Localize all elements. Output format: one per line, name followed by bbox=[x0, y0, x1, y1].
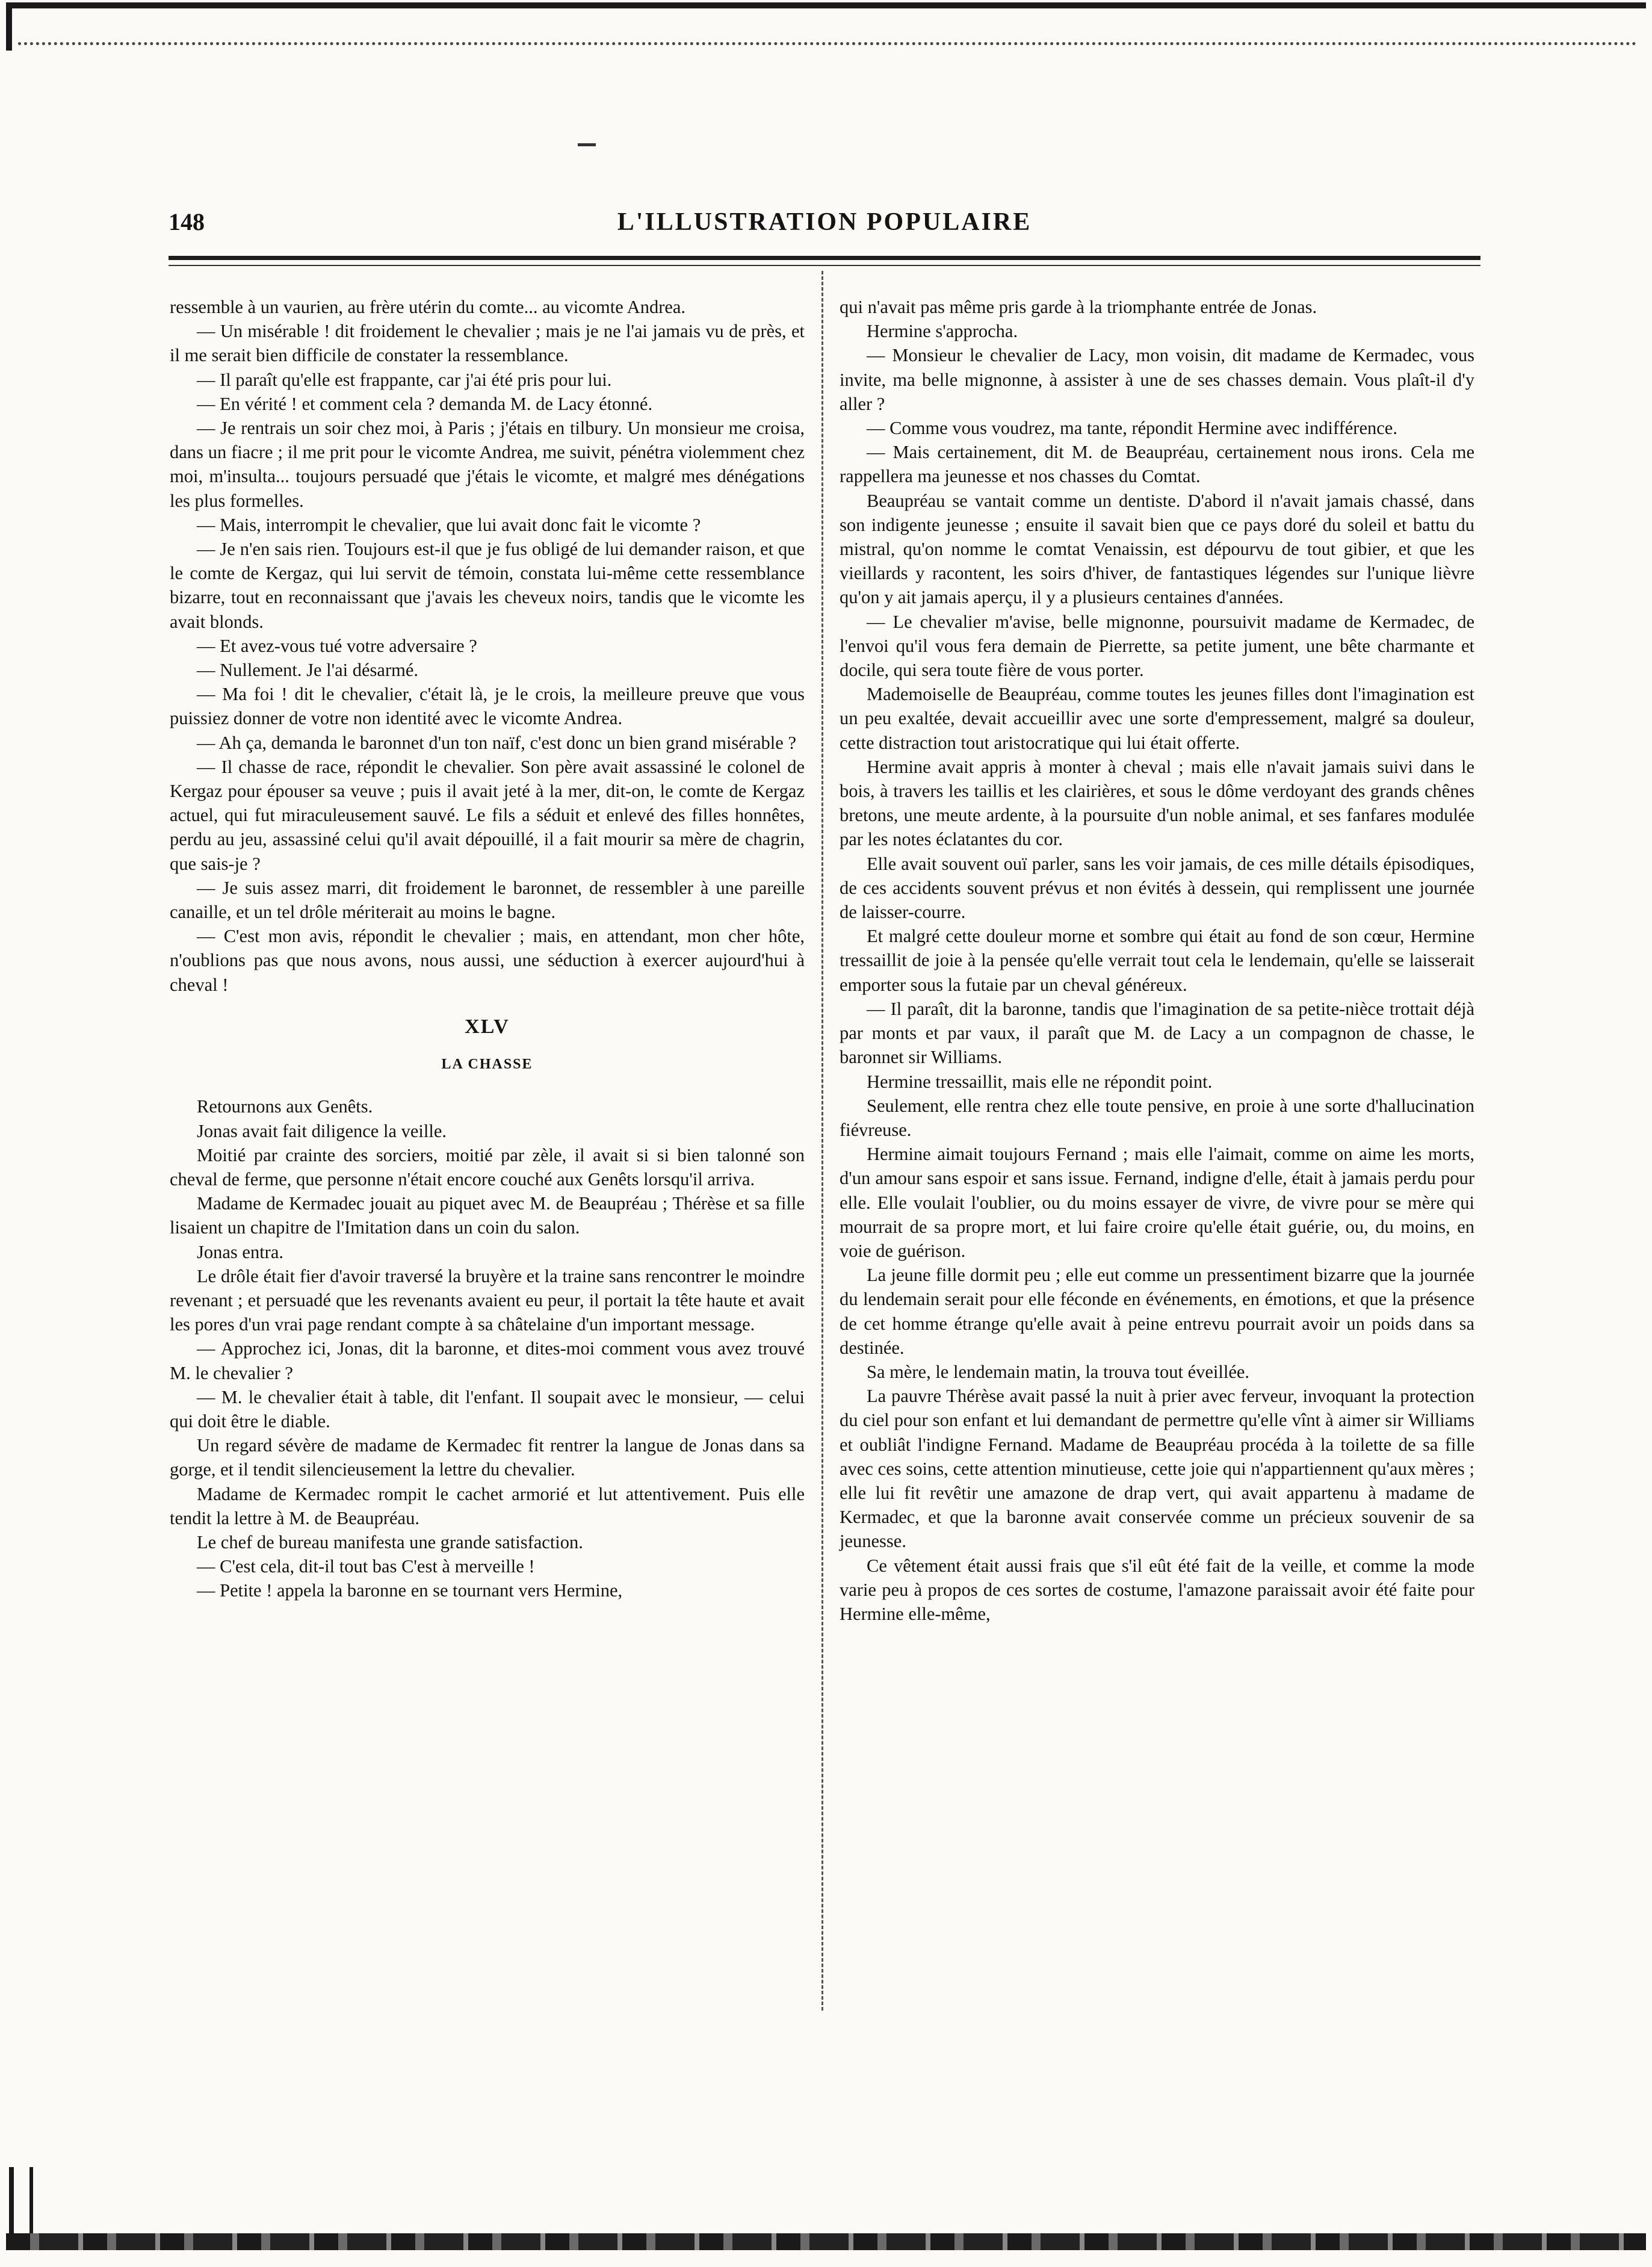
left-column bbox=[170, 295, 805, 1603]
header-rule-thin bbox=[169, 265, 1480, 266]
paragraph: — Il paraît, dit la baronne, tandis que l'imagination de sa petite-nièce trottait déjà par monts et par vaux, il paraît que M. de Lacy a un compagnon de chasse, le baronnet sir Williams. bbox=[840, 998, 1474, 1068]
column-divider bbox=[821, 271, 823, 2011]
paragraph: Madame de Kermadec jouait au piquet avec M. de Beaupréau ; Thérèse et sa fille lisaient un chapitre de l'Imitation dans un coin du salon. bbox=[170, 1193, 805, 1238]
paragraph: Ce vêtement était aussi frais que s'il eût été fait de la veille, et comme la mode varie peu à propos de ces sortes de costume, l'amazone paraissait avoir été faite pour Hermine elle-même, bbox=[840, 1555, 1474, 1624]
paragraph: — Petite ! appela la baronne en se tournant vers Hermine, bbox=[197, 1580, 623, 1601]
paragraph: — Je n'en sais rien. Toujours est-il que je fus obligé de lui demander raison, et que le comte de Kergaz, qui lui servit de témoin, constata lui-même cette ressemblance bizarre, tout en reconnaissant que j'avais les cheveux noirs, tandis que le vicomte les avait blonds. bbox=[170, 539, 805, 632]
paragraph: Moitié par crainte des sorciers, moitié par zèle, il avait si si bien talonné son cheval de ferme, que personne n'était encore couché aux Genêts lorsqu'il arriva. bbox=[170, 1144, 805, 1189]
paragraph: Le chef de bureau manifesta une grande satisfaction. bbox=[197, 1531, 583, 1552]
paragraph: — Monsieur le chevalier de Lacy, mon voisin, dit madame de Kermadec, vous invite, ma belle mignonne, à assister à une de ses chasses demain. Vous plaît-il d'y aller ? bbox=[840, 345, 1474, 414]
chapter-title: LA CHASSE bbox=[441, 1056, 533, 1073]
paragraph: Et malgré cette douleur morne et sombre qui était au fond de son cœur, Hermine tressaillit de joie à la pensée qu'elle verrait tout cela le lendemain, qu'elle se laisserait emporter sous la futaie par un cheval généreux. bbox=[840, 926, 1474, 995]
paragraph: Madame de Kermadec rompit le cachet armorié et lut attentivement. Puis elle tendit la lettre à M. de Beaupréau. bbox=[170, 1483, 805, 1528]
paragraph: — Mais certainement, dit M. de Beaupréau, certainement nous irons. Cela me rappellera ma jeunesse et nos chasses du Comtat. bbox=[840, 442, 1474, 487]
paragraph: Beaupréau se vantait comme un dentiste. D'abord il n'avait jamais chassé, dans son indigente jeunesse ; ensuite il savait bien que ce pays doré du soleil et battu du mistral, qu'on nomme le comtat Venaissin, est dépourvu de tout gibier, et que les vieillards y racontent, les soirs d'hiver, de fantastiques légendes sur l'unique lièvre qu'on y ait jamais aperçu, il y a plusieurs centaines d'années. bbox=[840, 490, 1474, 608]
paragraph: Sa mère, le lendemain matin, la trouva tout éveillée. bbox=[867, 1361, 1250, 1382]
paragraph: Hermine aimait toujours Fernand ; mais elle l'aimait, comme on aime les morts, d'un amour sans espoir et sans issue. Fernand, indigne d'elle, était à jamais perdu pour elle. Elle voulait l'oublier, ou du moins essayer de vivre, de vivre pour se mère qui mourrait de sa propre mort, et lui faire croire qu'elle était guérie, ou, du moins, en voie de guérison. bbox=[840, 1144, 1474, 1261]
paragraph: Hermine avait appris à monter à cheval ; mais elle n'avait jamais suivi dans le bois, à travers les taillis et les clairières, et sous le dôme verdoyant des grands chênes bretons, une meute ardente, à la poursuite d'un noble animal, et ses fanfares modulée par les notes éclatantes du cor. bbox=[840, 756, 1474, 850]
paragraph: Jonas entra. bbox=[197, 1241, 283, 1262]
paragraph: Un regard sévère de madame de Kermadec fit rentrer la langue de Jonas dans sa gorge, et il tendit silencieusement la lettre du chevalier. bbox=[170, 1435, 805, 1480]
paragraph: qui n'avait pas même pris garde à la triomphante entrée de Jonas. bbox=[840, 297, 1317, 317]
paragraph: Jonas avait fait diligence la veille. bbox=[197, 1120, 447, 1141]
paragraph: — Ma foi ! dit le chevalier, c'était là, je le crois, la meilleure preuve que vous puissiez donner de votre non identité avec le vicomte Andrea. bbox=[170, 684, 805, 729]
paragraph: — Comme vous voudrez, ma tante, répondit Hermine avec indifférence. bbox=[867, 418, 1397, 439]
paragraph: Seulement, elle rentra chez elle toute pensive, en proie à une sorte d'hallucination fiévreuse. bbox=[840, 1095, 1474, 1140]
page-number: 148 bbox=[169, 208, 205, 235]
paragraph: — Il chasse de race, répondit le chevalier. Son père avait assassiné le colonel de Kergaz pour épouser sa veuve ; puis il avait jeté à la mer, dit-on, le comte de Kergaz actuel, qui fut miraculeusement sauvé. Le fils a séduit et enlevé des filles honnêtes, perdu au jeu, assassiné celui qu'il avait dépouillé, il a fait mourir sa mère de chagrin, que sais-je ? bbox=[170, 756, 805, 874]
paragraph: Retournons aux Genêts. bbox=[197, 1096, 373, 1117]
paragraph: — Le chevalier m'avise, belle mignonne, poursuivit madame de Kermadec, de l'envoi qu'il vous fera demain de Pierrette, sa petite jument, une bête charmante et docile, qui sera toute fière de vous porter. bbox=[840, 611, 1474, 681]
paragraph: — Ah ça, demanda le baronnet d'un ton naïf, c'est donc un bien grand misérable ? bbox=[197, 732, 796, 753]
paragraph: — M. le chevalier était à table, dit l'enfant. Il soupait avec le monsieur, — celui qui doit être le diable. bbox=[170, 1386, 805, 1431]
scan-mark-bottom bbox=[9, 2167, 33, 2233]
paragraph: — Je suis assez marri, dit froidement le baronnet, de ressembler à une pareille canaille, et un tel drôle mériterait au moins le bagne. bbox=[170, 877, 805, 923]
right-column bbox=[840, 295, 1474, 1626]
paragraph: La jeune fille dormit peu ; elle eut comme un pressentiment bizarre que la journée du lendemain serait pour elle féconde en événements, en émotions, et que la présence de cet homme étrange qu'elle avait à peine entrevu pourrait avoir un poids dans sa destinée. bbox=[840, 1265, 1474, 1358]
paragraph: — C'est mon avis, répondit le chevalier ; mais, en attendant, mon cher hôte, n'oublions pas que nous avons, nous aussi, une séduction à exercer aujourd'hui à cheval ! bbox=[170, 926, 805, 995]
chapter-number: XLV bbox=[465, 1015, 510, 1038]
paragraph: — Mais, interrompit le chevalier, que lui avait donc fait le vicomte ? bbox=[197, 514, 701, 535]
paragraph: — Un misérable ! dit froidement le chevalier ; mais je ne l'ai jamais vu de près, et il me serait bien difficile de constater la ressemblance. bbox=[170, 321, 805, 366]
paragraph: — Et avez-vous tué votre adversaire ? bbox=[197, 635, 477, 656]
paragraph: Le drôle était fier d'avoir traversé la bruyère et la traine sans rencontrer le moindre revenant ; et persuadé que les revenants avaient eu peur, il portait la tête haute et avait les pores d'un vrai page rendant compte à sa châtelaine d'un important message. bbox=[170, 1265, 805, 1335]
paragraph: Hermine tressaillit, mais elle ne répondit point. bbox=[867, 1071, 1213, 1092]
scan-noise-top bbox=[18, 42, 1637, 49]
paragraph: — C'est cela, dit-il tout bas C'est à merveille ! bbox=[197, 1556, 535, 1577]
page-header bbox=[169, 208, 1480, 244]
scan-mark bbox=[578, 143, 596, 146]
paragraph: — En vérité ! et comment cela ? demanda M. de Lacy étonné. bbox=[197, 393, 653, 414]
paragraph: — Nullement. Je l'ai désarmé. bbox=[197, 660, 418, 681]
header-rule bbox=[169, 256, 1480, 260]
running-title: L'ILLUSTRATION POPULAIRE bbox=[617, 208, 1032, 236]
scan-border-bottom bbox=[6, 2167, 1646, 2257]
paragraph: Hermine s'approcha. bbox=[867, 321, 1018, 342]
paragraph: Elle avait souvent ouï parler, sans les voir jamais, de ces mille détails épisodiques, de ces accidents souvent prévus et non évités à dessein, qui remplissent une journée de laisser-courre. bbox=[840, 853, 1474, 923]
paragraph: La pauvre Thérèse avait passé la nuit à prier avec ferveur, invoquant la protection du ciel pour son enfant et lui demandant de permettre qu'elle vînt à aimer sir Williams et oubliât l'indigne Fernand. Madame de Beaupréau procéda à la toilette de sa fille avec ces soins, cette attention minutieuse, cette joie qui n'appartiennent qu'aux mères ; elle lui fit revêtir une amazone de drap vert, qui avait appartenu à madame de Kermadec, et que la baronne avait conservée comme un précieux souvenir de sa jeunesse. bbox=[840, 1386, 1474, 1552]
scan-noise-bottom bbox=[6, 2233, 1646, 2250]
paragraph: — Je rentrais un soir chez moi, à Paris ; j'étais en tilbury. Un monsieur me croisa, dans un fiacre ; il me prit pour le vicomte Andrea, me suivit, pénétra violemment chez moi, m'insulta... toujours persuadé que j'étais le vicomte, et malgré mes dénégations les plus formelles. bbox=[170, 418, 805, 511]
paragraph: — Il paraît qu'elle est frappante, car j'ai été pris pour lui. bbox=[197, 369, 612, 390]
paragraph: — Approchez ici, Jonas, dit la baronne, et dites-moi comment vous avez trouvé M. le chevalier ? bbox=[170, 1338, 805, 1383]
paragraph: Mademoiselle de Beaupréau, comme toutes les jeunes filles dont l'imagination est un peu exaltée, devait accueillir avec une sorte d'empressement, malgré sa douleur, cette distraction tout aristocratique qui lui était offerte. bbox=[840, 684, 1474, 753]
paragraph: ressemble à un vaurien, au frère utérin du comte... au vicomte Andrea. bbox=[170, 297, 686, 317]
